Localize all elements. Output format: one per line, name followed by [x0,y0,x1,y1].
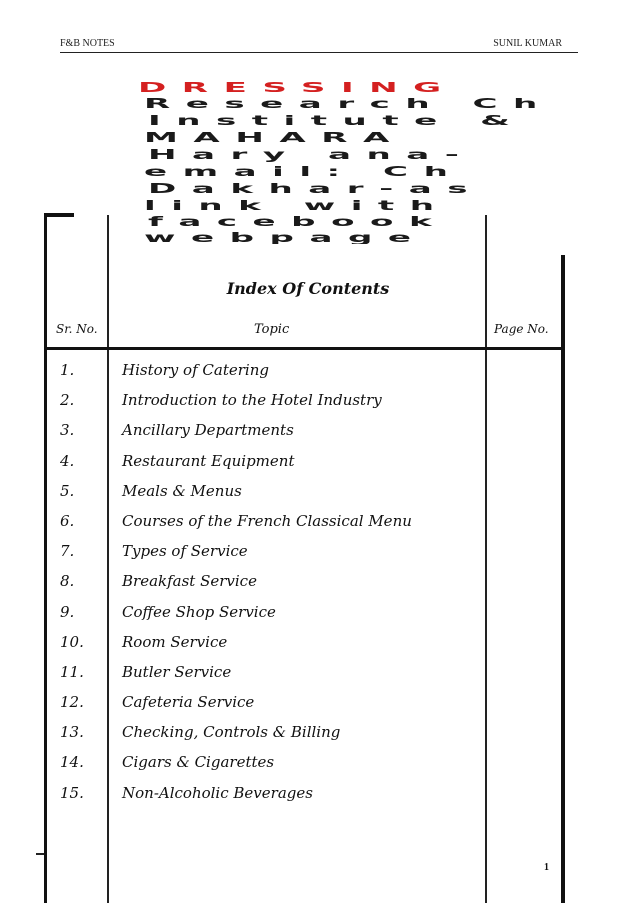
banner-line: Institute & [148,113,526,129]
row-topic: Butler Service [122,662,232,681]
table-row [0,693,638,723]
banner-line: DRESSING [138,80,457,96]
row-number: 6. [60,511,75,530]
row-number: 11. [60,662,84,681]
banner-line: Hary ana- [148,147,475,163]
contents-rows [0,361,638,814]
banner-line: email: Ch [144,164,464,180]
table-frame-top-stub [44,213,74,217]
table-row [0,753,638,783]
row-number: 2. [60,391,75,410]
distorted-watermark-banner [130,80,638,244]
table-row [0,361,638,391]
table-row [0,391,638,421]
header-right-text: SUNIL KUMAR [493,38,562,49]
row-number: 10. [60,632,84,651]
table-row [0,421,638,451]
banner-line: Dakhar-as [148,181,484,197]
column-header-page-no: Page No. [494,322,549,336]
column-header-topic: Topic [254,322,290,337]
row-topic: Room Service [122,632,228,651]
banner-line: facebook [148,214,448,230]
row-number: 1. [60,361,75,379]
row-topic: Breakfast Service [122,572,257,591]
row-topic: Cigars & Cigarettes [122,753,275,772]
column-header-sr-no: Sr. No. [56,322,98,336]
page-number: 1 [544,862,549,873]
banner-line: MAHARA [144,130,405,146]
row-topic: History of Catering [122,361,269,379]
row-number: 15. [60,783,84,802]
table-row [0,542,638,572]
table-row [0,603,638,633]
row-number: 3. [60,421,75,440]
side-tick-mark [36,853,44,855]
table-row [0,633,638,663]
table-row [0,572,638,602]
row-number: 9. [60,602,75,621]
row-topic: Meals & Menus [122,481,242,500]
row-topic: Coffee Shop Service [122,602,276,621]
row-number: 8. [60,572,75,591]
page-header [60,38,578,53]
banner-line: Research Ch [144,96,553,112]
row-topic: Ancillary Departments [122,421,294,440]
row-topic: Introduction to the Hotel Industry [122,391,382,410]
table-row [0,512,638,542]
table-row [0,452,638,482]
row-topic: Types of Service [122,542,248,561]
banner-line: webpage [144,230,427,244]
table-row [0,723,638,753]
row-number: 13. [60,723,84,742]
row-number: 7. [60,542,75,561]
row-number: 14. [60,753,84,772]
table-row [0,482,638,512]
table-header-rule [44,347,565,350]
banner-line: link with [144,198,450,214]
table-row [0,784,638,814]
index-title: Index Of Contents [226,279,390,298]
row-topic: Restaurant Equipment [122,451,295,470]
row-number: 5. [60,481,75,500]
row-number: 4. [60,451,75,470]
row-topic: Cafeteria Service [122,693,255,712]
row-topic: Checking, Controls & Billing [122,723,341,742]
row-number: 12. [60,693,84,712]
row-topic: Courses of the French Classical Menu [122,511,412,530]
header-left-text: F&B NOTES [60,38,115,49]
table-row [0,663,638,693]
row-topic: Non-Alcoholic Beverages [122,783,313,802]
